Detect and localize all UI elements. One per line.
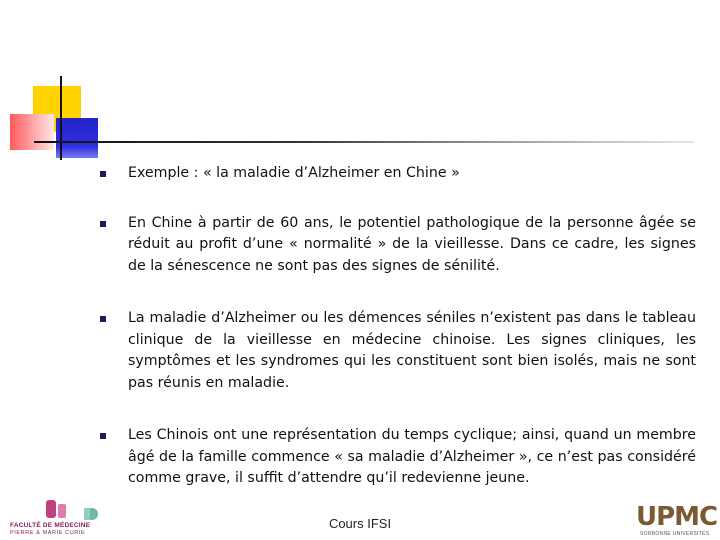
bullet-text: En Chine à partir de 60 ans, le potentiel pathologique de la personne âgée se réduit au profit d’une « normalité » de la vieillesse. Dans ce cadre, les signes de la sénescence ne sont pas des signes de sénilité.: [128, 214, 696, 274]
decor-blue-square: [56, 118, 98, 158]
bullet-item: [96, 425, 696, 490]
bullet-item: [96, 213, 696, 278]
faculty-logo-subtext: PIERRE & MARIE CURIE: [10, 530, 86, 536]
upmc-logo-text: UPMC: [636, 502, 718, 532]
square-bullet-icon: [100, 433, 106, 439]
faculty-logo-text: FACULTÉ DE MÉDECINE: [10, 522, 91, 529]
square-bullet-icon: [100, 316, 106, 322]
upmc-logo-subtext: SORBONNE UNIVERSITÉS: [640, 531, 710, 537]
title-underline: [34, 141, 694, 143]
square-bullet-icon: [100, 221, 106, 227]
bullet-item: [96, 163, 696, 185]
square-bullet-icon: [100, 171, 106, 177]
upmc-logo: [630, 502, 718, 538]
bullet-item: [96, 308, 696, 394]
bullet-text: La maladie d’Alzheimer ou les démences séniles n’existent pas dans le tableau clinique de la vieillesse en médecine chinoise. Les signes cliniques, les symptômes et les syndromes qui les constituent sont bien isolés, mais ne sont pas réunis en maladie.: [128, 310, 696, 391]
bullet-list: [96, 163, 696, 490]
decor-vertical-line: [60, 76, 62, 160]
bullet-text: Les Chinois ont une représentation du temps cyclique; ainsi, quand un membre âgé de la famille commence « sa maladie d’Alzheimer », ce n’est pas considéré comme grave, il suffit d’attendre qu’il redevienne jeune.: [128, 427, 696, 486]
footer-text: Cours IFSI: [328, 516, 392, 531]
bullet-text: Exemple : « la maladie d’Alzheimer en Chine »: [128, 165, 460, 181]
decor-red-square: [10, 114, 54, 150]
